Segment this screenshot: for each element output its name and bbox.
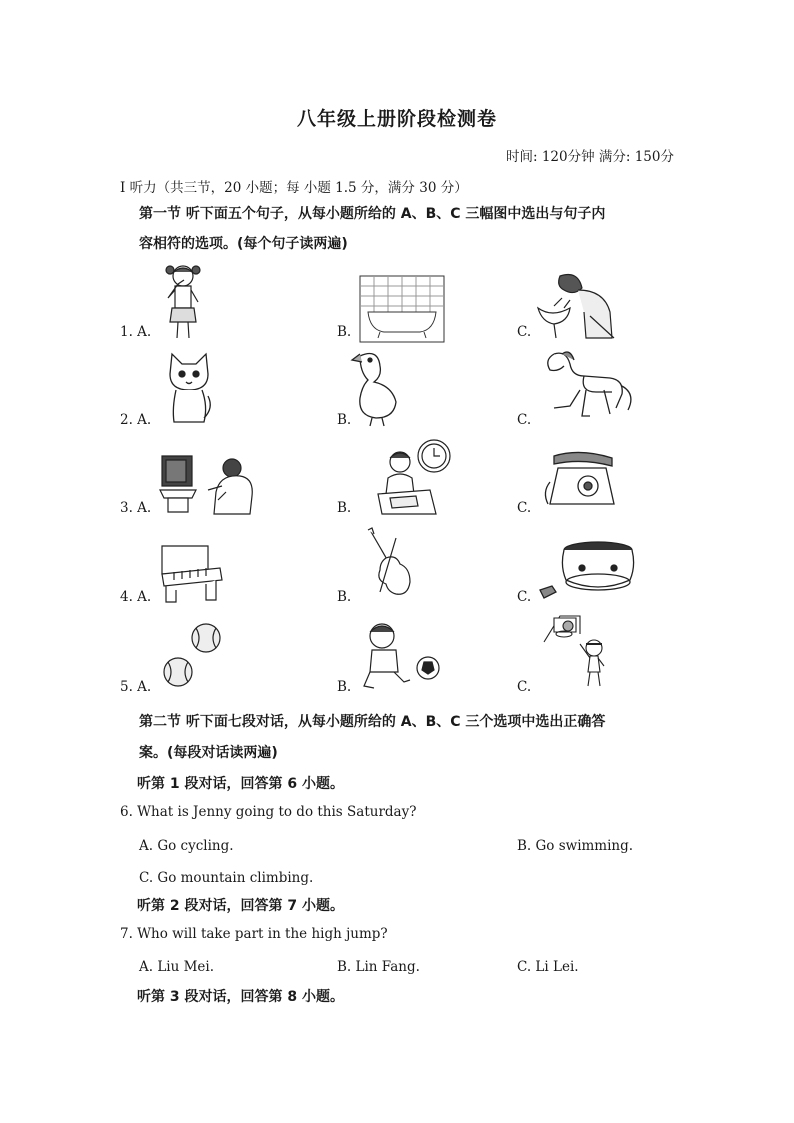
- dialogue-1-intro: 听第 1 段对话，回答第 6 小题。: [137, 776, 344, 792]
- question-1-label-a: 1. A.: [120, 324, 152, 340]
- question-3-label-c: C.: [517, 500, 532, 516]
- boy-doing-homework-icon: [378, 438, 458, 516]
- question-2-label-a: 2. A.: [120, 412, 152, 428]
- question-7-option-a: A. Liu Mei.: [139, 959, 215, 975]
- question-5-label-a: 5. A.: [120, 679, 152, 695]
- telephone-icon: [542, 452, 616, 512]
- section2-instruction-1: 第二节 听下面七段对话，从每小题所给的 A、B、C 三个选项中选出正确答: [139, 714, 606, 730]
- piano-icon: [160, 544, 224, 606]
- section1-instruction-2: 容相符的选项。(每个句子读两遍): [139, 236, 348, 252]
- section2-instruction-2: 案。(每段对话读两遍): [139, 745, 278, 761]
- page-title: 八年级上册阶段检测卷: [296, 108, 497, 130]
- boy-playing-basketball-icon: [540, 614, 610, 690]
- question-7: 7. Who will take part in the high jump?: [120, 926, 388, 942]
- dialogue-2-intro: 听第 2 段对话，回答第 7 小题。: [137, 898, 344, 914]
- question-6: 6. What is Jenny going to do this Saturday?: [120, 804, 417, 820]
- question-3-label-b: B.: [337, 500, 352, 516]
- girl-brushing-teeth-icon: [158, 262, 208, 340]
- question-2-label-c: C.: [517, 412, 532, 428]
- part1-heading: I 听力（共三节，20 小题；每 小题 1.5 分，满分 30 分）: [120, 180, 468, 196]
- question-2-label-b: B.: [337, 412, 352, 428]
- question-7-option-c: C. Li Lei.: [517, 959, 579, 975]
- question-1-label-c: C.: [517, 324, 532, 340]
- question-7-option-b: B. Lin Fang.: [337, 959, 420, 975]
- duck-icon: [352, 350, 404, 428]
- question-6-option-c: C. Go mountain climbing.: [139, 870, 314, 886]
- question-4-label-b: B.: [337, 589, 352, 605]
- question-5-label-b: B.: [337, 679, 352, 695]
- horse-icon: [540, 350, 632, 420]
- girl-watching-tv-icon: [160, 452, 256, 518]
- section1-instruction-1: 第一节 听下面五个句子，从每小题所给的 A、B、C 三幅图中选出与句子内: [139, 206, 606, 222]
- violin-icon: [366, 528, 420, 598]
- question-1-label-b: B.: [337, 324, 352, 340]
- baseballs-icon: [162, 622, 224, 688]
- question-6-option-a: A. Go cycling.: [139, 838, 234, 854]
- bathtub-icon: [360, 276, 444, 342]
- question-4-label-a: 4. A.: [120, 589, 152, 605]
- boy-playing-soccer-icon: [360, 620, 442, 692]
- question-6-option-b: B. Go swimming.: [517, 838, 634, 854]
- exam-meta: 时间: 120分钟 满分: 150分: [505, 149, 674, 165]
- question-5-label-c: C.: [517, 679, 532, 695]
- question-3-label-a: 3. A.: [120, 500, 152, 516]
- question-4-label-c: C.: [517, 589, 532, 605]
- dialogue-3-intro: 听第 3 段对话，回答第 8 小题。: [137, 989, 344, 1005]
- drum-icon: [538, 540, 638, 604]
- girl-washing-face-icon: [534, 272, 620, 342]
- cat-icon: [164, 352, 214, 424]
